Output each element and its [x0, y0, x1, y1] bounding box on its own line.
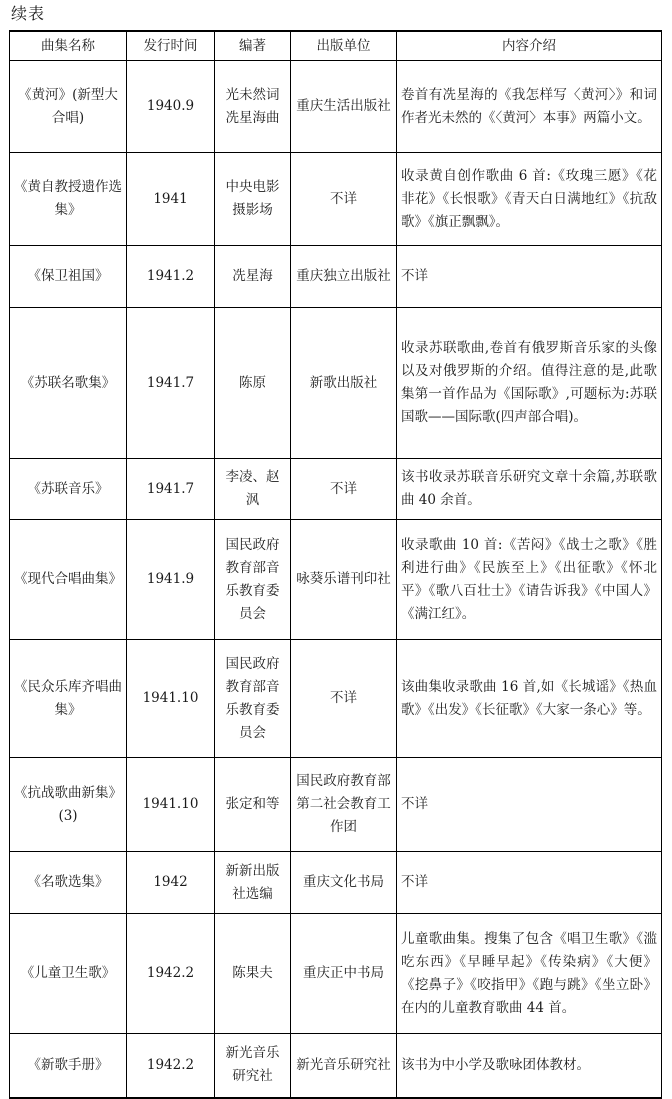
cell-date: 1941.7: [127, 459, 215, 520]
cell-publisher: 新光音乐研究社: [291, 1034, 397, 1098]
cell-description: 该书收录苏联音乐研究文章十余篇,苏联歌曲 40 余首。: [397, 459, 662, 520]
header-publisher: 出版单位: [291, 31, 397, 61]
table-row: [10, 153, 662, 246]
table-row: [10, 520, 662, 640]
cell-title: 《现代合唱曲集》: [10, 520, 127, 640]
header-description: 内容介绍: [397, 31, 662, 61]
cell-date: 1941: [127, 153, 215, 246]
cell-author: 国民政府教育部音乐教育委员会: [215, 520, 291, 640]
cell-date: 1941.7: [127, 308, 215, 459]
cell-title: 《儿童卫生歌》: [10, 914, 127, 1034]
table-row: [10, 459, 662, 520]
cell-description: 不详: [397, 246, 662, 308]
cell-author: 光未然词冼星海曲: [215, 61, 291, 153]
cell-date: 1941.10: [127, 758, 215, 852]
cell-author: 陈原: [215, 308, 291, 459]
table-row: [10, 1034, 662, 1098]
table-row: [10, 758, 662, 852]
cell-date: 1941.2: [127, 246, 215, 308]
cell-publisher: 不详: [291, 640, 397, 758]
cell-description: 不详: [397, 852, 662, 914]
cell-description: 卷首有冼星海的《我怎样写〈黄河〉》和词作者光未然的《〈黄河〉本事》两篇小文。: [397, 61, 662, 153]
cell-publisher: 新歌出版社: [291, 308, 397, 459]
cell-title: 《苏联音乐》: [10, 459, 127, 520]
cell-title: 《新歌手册》: [10, 1034, 127, 1098]
table-header-row: [10, 31, 662, 61]
cell-date: 1942.2: [127, 914, 215, 1034]
cell-author: 新光音乐研究社: [215, 1034, 291, 1098]
cell-title: 《苏联名歌集》: [10, 308, 127, 459]
table-row: [10, 61, 662, 153]
header-author: 编著: [215, 31, 291, 61]
cell-publisher: 重庆独立出版社: [291, 246, 397, 308]
cell-publisher: 咏葵乐谱刊印社: [291, 520, 397, 640]
table-row: [10, 852, 662, 914]
songbook-table: [9, 30, 662, 1099]
cell-publisher: 重庆生活出版社: [291, 61, 397, 153]
cell-publisher: 不详: [291, 459, 397, 520]
cell-description: 收录苏联歌曲,卷首有俄罗斯音乐家的头像以及对俄罗斯的介绍。值得注意的是,此歌集第一首作品为《国际歌》,可题标为:苏联国歌——国际歌(四声部合唱)。: [397, 308, 662, 459]
cell-publisher: 重庆正中书局: [291, 914, 397, 1034]
header-date: 发行时间: [127, 31, 215, 61]
cell-date: 1941.9: [127, 520, 215, 640]
continued-table-label: 续表: [11, 4, 46, 23]
cell-author: 国民政府教育部音乐教育委员会: [215, 640, 291, 758]
cell-description: 该曲集收录歌曲 16 首,如《长城谣》《热血歌》《出发》《长征歌》《大家一条心》等。: [397, 640, 662, 758]
cell-title: 《黄自教授遗作选集》: [10, 153, 127, 246]
table-row: [10, 640, 662, 758]
cell-author: 陈果夫: [215, 914, 291, 1034]
cell-description: 收录黄自创作歌曲 6 首:《玫瑰三愿》《花非花》《长恨歌》《青天白日满地红》《抗敌歌》《旗正飘飘》。: [397, 153, 662, 246]
cell-publisher: 不详: [291, 153, 397, 246]
cell-publisher: 重庆文化书局: [291, 852, 397, 914]
cell-publisher: 国民政府教育部第二社会教育工作团: [291, 758, 397, 852]
cell-author: 中央电影摄影场: [215, 153, 291, 246]
cell-date: 1941.10: [127, 640, 215, 758]
cell-author: 张定和等: [215, 758, 291, 852]
cell-title: 《保卫祖国》: [10, 246, 127, 308]
cell-description: 收录歌曲 10 首:《苦闷》《战士之歌》《胜利进行曲》《民族至上》《出征歌》《怀北平》《歌八百壮士》《请告诉我》《中国人》《满江红》。: [397, 520, 662, 640]
cell-description: 不详: [397, 758, 662, 852]
cell-title: 《黄河》(新型大合唱): [10, 61, 127, 153]
cell-date: 1942: [127, 852, 215, 914]
cell-author: 李凌、赵沨: [215, 459, 291, 520]
cell-description: 儿童歌曲集。搜集了包含《唱卫生歌》《滥吃东西》《早睡早起》《传染病》《大便》《挖鼻子》《咬指甲》《跑与跳》《坐立卧》在内的儿童教育歌曲 44 首。: [397, 914, 662, 1034]
cell-author: 冼星海: [215, 246, 291, 308]
cell-date: 1942.2: [127, 1034, 215, 1098]
cell-description: 该书为中小学及歌咏团体教材。: [397, 1034, 662, 1098]
table-row: [10, 246, 662, 308]
cell-title: 《名歌选集》: [10, 852, 127, 914]
cell-author: 新新出版社选编: [215, 852, 291, 914]
header-title: 曲集名称: [10, 31, 127, 61]
cell-date: 1940.9: [127, 61, 215, 153]
cell-title: 《民众乐库齐唱曲集》: [10, 640, 127, 758]
table-row: [10, 914, 662, 1034]
cell-title: 《抗战歌曲新集》(3): [10, 758, 127, 852]
table-row: [10, 308, 662, 459]
